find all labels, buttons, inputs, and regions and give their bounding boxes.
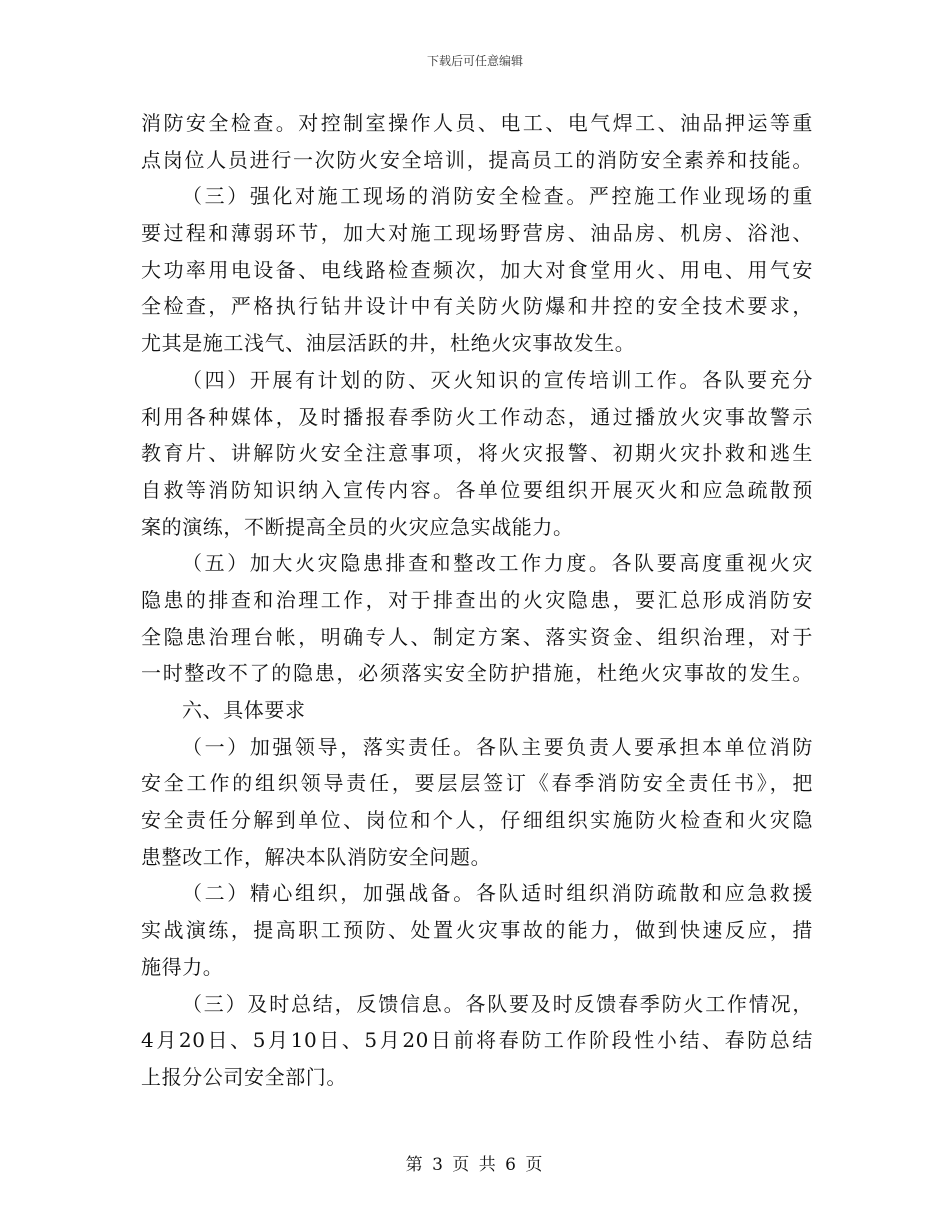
text-line: 隐患的排查和治理工作，对于排查出的火灾隐患，要汇总形成消防安 bbox=[141, 587, 813, 612]
text-line: 教育片、讲解防火安全注意事项，将火灾报警、初期火灾扑救和逃生 bbox=[141, 441, 813, 466]
text-line: 患整改工作，解决本队消防安全问题。 bbox=[141, 844, 492, 869]
header-note: 下载后可任意编辑 bbox=[426, 54, 523, 68]
section-heading: 六、具体要求 bbox=[182, 698, 306, 722]
text-line: 全隐患治理台帐，明确专人、制定方案、落实资金、组织治理，对于 bbox=[141, 624, 813, 649]
text-line: 全检查，严格执行钻井设计中有关防火防爆和井控的安全技术要求， bbox=[141, 294, 813, 319]
text-line: 实战演练，提高职工预防、处置火灾事故的能力，做到快速反应，措 bbox=[141, 918, 813, 943]
text-line: 自救等消防知识纳入宣传内容。各单位要组织开展灭火和应急疏散预 bbox=[141, 477, 813, 502]
text-line: 一时整改不了的隐患，必须落实安全防护措施，杜绝火灾事故的发生。 bbox=[141, 661, 813, 686]
text-line: 案的演练，不断提高全员的火灾应急实战能力。 bbox=[141, 514, 574, 539]
text-line: 点岗位人员进行一次防火安全培训，提高员工的消防安全素养和技能。 bbox=[141, 147, 813, 172]
text-line: 4月20日、5月10日、5月20日前将春防工作阶段性小结、春防总结 bbox=[141, 1028, 813, 1053]
document-body bbox=[141, 105, 813, 1096]
text-line: 安全工作的组织领导责任，要层层签订《春季消防安全责任书》，把 bbox=[141, 771, 813, 796]
paragraph-start: （四）开展有计划的防、灭火知识的宣传培训工作。各队要充分 bbox=[182, 367, 813, 392]
paragraph-start: （三）强化对施工现场的消防安全检查。严控施工作业现场的重 bbox=[182, 184, 813, 209]
page-number: 第 3 页 共 6 页 bbox=[405, 1155, 545, 1175]
text-line: 安全责任分解到单位、岗位和个人，仔细组织实施防火检查和火灾隐 bbox=[141, 808, 813, 833]
text-line: 大功率用电设备、电线路检查频次，加大对食堂用火、用电、用气安 bbox=[141, 257, 813, 282]
text-line: 尤其是施工浅气、油层活跃的井，杜绝火灾事故发生。 bbox=[141, 331, 636, 356]
paragraph-start: （二）精心组织，加强战备。各队适时组织消防疏散和应急救援 bbox=[182, 881, 813, 906]
text-line: 施得力。 bbox=[141, 954, 224, 979]
paragraph-start: （五）加大火灾隐患排查和整改工作力度。各队要高度重视火灾 bbox=[182, 551, 813, 576]
text-line: 消防安全检查。对控制室操作人员、电工、电气焊工、油品押运等重 bbox=[141, 111, 813, 135]
text-line: 利用各种媒体，及时播报春季防火工作动态，通过播放火灾事故警示 bbox=[141, 404, 813, 429]
paragraph-start: （一）加强领导，落实责任。各队主要负责人要承担本单位消防 bbox=[182, 734, 813, 759]
text-line: 上报分公司安全部门。 bbox=[141, 1064, 347, 1089]
paragraph-start: （三）及时总结，反馈信息。各队要及时反馈春季防火工作情况， bbox=[182, 991, 813, 1016]
text-line: 要过程和薄弱环节，加大对施工现场野营房、油品房、机房、浴池、 bbox=[141, 221, 813, 246]
